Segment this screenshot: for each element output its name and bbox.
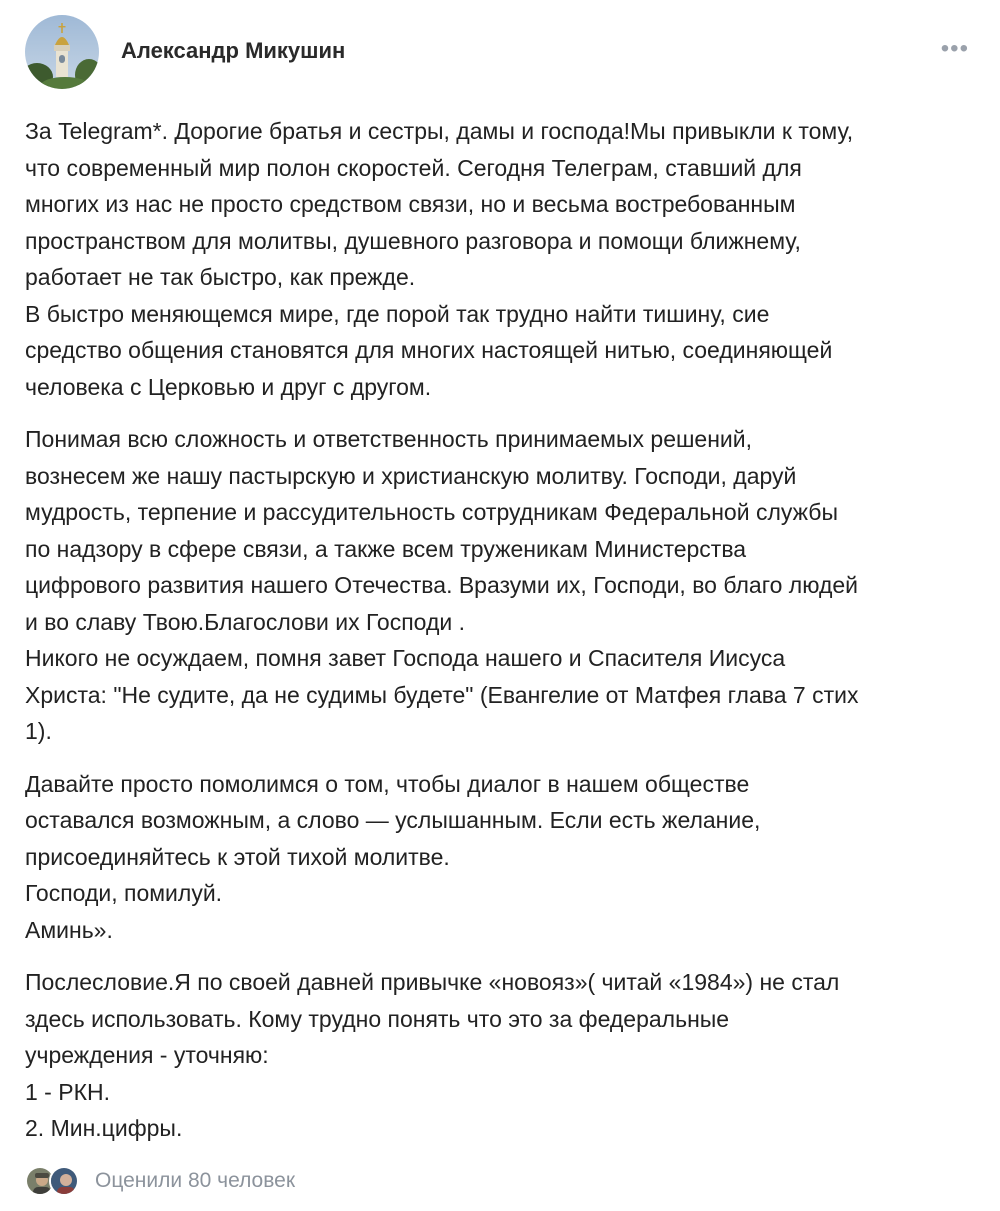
likers-avatars[interactable] <box>25 1166 81 1196</box>
text-line: 1). <box>25 718 52 744</box>
text-line: цифрового развития нашего Отечества. Вразуми их, Господи, во благо людей <box>25 572 858 598</box>
text-line: 2. Мин.цифры. <box>25 1115 183 1141</box>
text-line: присоединяйтесь к этой тихой молитве. <box>25 843 450 870</box>
text-line: многих из нас не просто средством связи, но и весьма востребованным <box>25 191 796 217</box>
text-line: Послесловие.Я по своей давней привычке «новояз»( читай «1984») не стал <box>25 969 840 995</box>
text-line: Христа: "Не судите, да не судимы будете" (Евангелие от Матфея глава 7 стих <box>25 681 859 708</box>
liker-avatar <box>49 1166 79 1196</box>
text-line: Никого не осуждаем, помня завет Господа нашего и Спасителя Иисуса <box>25 645 786 671</box>
text-line: Аминь». <box>25 916 113 943</box>
post-header <box>25 15 975 89</box>
post-paragraph <box>25 964 980 1147</box>
post-paragraph <box>25 421 980 750</box>
text-line: по надзору в сфере связи, а также всем труженикам Министерства <box>25 535 747 562</box>
text-line: пространством для молитвы, душевного разговора и помощи ближнему, <box>25 227 801 254</box>
text-line: и во славу Твою.Благослови их Господи . <box>25 608 466 635</box>
post-paragraph <box>25 113 980 405</box>
text-line: вознесем же нашу пастырскую и христианскую молитву. Господи, даруй <box>25 462 797 489</box>
more-horizontal-icon[interactable]: ••• <box>940 35 969 62</box>
text-line: что современный мир полон скоростей. Сегодня Телеграм, ставший для <box>25 154 802 181</box>
text-line: В быстро меняющемся мире, где порой так трудно найти тишину, сие <box>25 300 770 327</box>
text-line: Господи, помилуй. <box>25 880 223 906</box>
text-line: Понимая всю сложность и ответственность принимаемых решений, <box>25 426 753 452</box>
author-name[interactable]: Александр Микушин <box>121 38 346 63</box>
church-dome-avatar-icon <box>25 15 99 89</box>
user-avatar-icon <box>51 1168 79 1196</box>
post-text <box>25 113 980 1163</box>
post-footer <box>25 1165 625 1197</box>
text-line: человека с Церковью и друг с другом. <box>25 373 432 400</box>
text-line: 1 - РКН. <box>25 1078 110 1105</box>
text-line: работает не так быстро, как прежде. <box>25 264 416 290</box>
text-line: здесь использовать. Кому трудно понять что это за федеральные <box>25 1005 730 1032</box>
text-line: мудрость, терпение и рассудительность сотрудникам Федеральной службы <box>25 499 838 525</box>
text-line: учреждения - уточняю: <box>25 1042 269 1068</box>
post-paragraph <box>25 766 980 949</box>
likes-count[interactable]: Оценили 80 человек <box>95 1169 296 1192</box>
text-line: За Telegram*. Дорогие братья и сестры, дамы и господа!Мы привыкли к тому, <box>25 118 854 144</box>
text-line: средство общения становятся для многих настоящей нитью, соединяющей <box>25 337 833 363</box>
text-line: Давайте просто помолимся о том, чтобы диалог в нашем обществе <box>25 770 750 797</box>
text-line: оставался возможным, а слово — услышанным. Если есть желание, <box>25 807 761 833</box>
author-avatar[interactable] <box>25 15 99 89</box>
